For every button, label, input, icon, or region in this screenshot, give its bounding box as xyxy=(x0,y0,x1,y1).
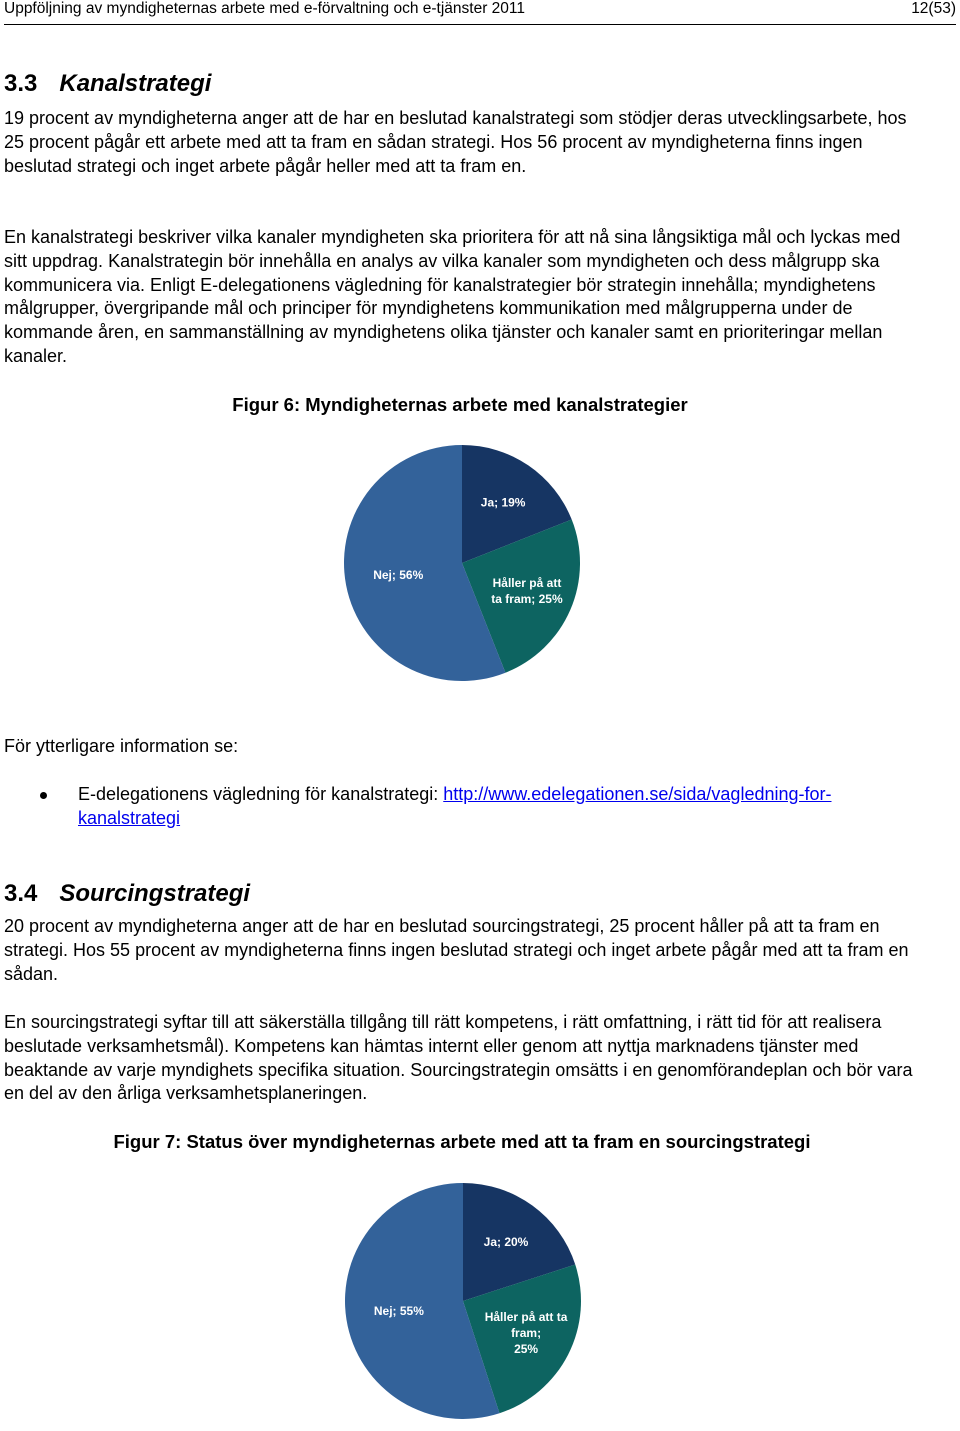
more-info-label: För ytterligare information se: xyxy=(4,736,239,756)
pie-label-2: Nej; 55% xyxy=(373,1304,424,1319)
figure-6-pie-chart xyxy=(343,444,581,682)
paragraph-sourcing-1: 20 procent av myndigheterna anger att de har en beslutad sourcingstrategi, 25 procent håller på att ta fram en strategi. Hos 55 procent av myndigheterna finns ingen beslutad strategi och inget arbete pågår med att ta fram en sådan. xyxy=(4,916,909,984)
figure-7-caption: Figur 7: Status över myndigheternas arbete med att ta fram en sourcingstrategi xyxy=(113,1131,811,1152)
figure-6-caption: Figur 6: Myndigheternas arbete med kanalstrategier xyxy=(232,394,688,415)
reference-prefix: E-delegationens vägledning för kanalstrategi: xyxy=(78,784,444,804)
paragraph-sourcing-2: En sourcingstrategi syftar till att säkerställa tillgång till rätt kompetens, i rätt omfattning, i rätt tid för att realisera beslutade verksamhetsmål). Kompetens kan hämtas internt eller genom att nyttja marknadens tjänster med beaktande av varje myndighets specifika situation. Sourcingstrategin omsätts i en genomförandeplan och bör vara en del av den årliga verksamhetsplaneringen. xyxy=(4,1012,913,1104)
pie-label-1: 25% xyxy=(514,1342,539,1357)
pie-label-1: Håller på att ta xyxy=(484,1310,568,1325)
page-number: 12(53) xyxy=(911,0,956,17)
section-heading-sourcingstrategi xyxy=(4,880,250,908)
bullet-icon xyxy=(40,792,47,799)
pie-label-0: Ja; 20% xyxy=(483,1234,529,1249)
pie-label-1: ta fram; 25% xyxy=(491,592,563,607)
section-title: Kanalstrategi xyxy=(59,70,212,97)
reference-text xyxy=(78,783,928,831)
kanalstrategi-guide-link[interactable]: http://www.edelegationen.se/sida/vagledning-for-kanalstrategi xyxy=(78,784,832,828)
pie-label-1: fram; xyxy=(511,1326,542,1341)
section-number: 3.3 xyxy=(4,70,38,97)
pie-label-2: Nej; 56% xyxy=(373,568,424,583)
section-title: Sourcingstrategi xyxy=(59,880,251,907)
document-title: Uppföljning av myndigheternas arbete med e-förvaltning och e-tjänster 2011 xyxy=(4,0,525,17)
figure-7-pie-chart xyxy=(344,1182,582,1420)
section-heading-kanalstrategi xyxy=(4,70,211,98)
paragraph-kanal-2: En kanalstrategi beskriver vilka kanaler myndigheten ska prioritera för att nå sina långsiktiga mål och lyckas med sitt uppdrag. Kanalstrategin bör innehålla en analys av vilka kanaler som myndigheten och dess målgrupp ska kommunicera via. Enligt E-delegationens vägledning för kanalstrategier bör strategin innehålla; myndighetens målgrupper, övergripande mål och principer för myndighetens kommunikation med målgrupperna under de kommande åren, en sammanställning av myndighetens olika tjänster och kanaler samt en prioriteringar mellan kanaler. xyxy=(4,227,901,366)
paragraph-kanal-1: 19 procent av myndigheterna anger att de har en beslutad kanalstrategi som stödjer deras utvecklingsarbete, hos 25 procent pågår ett arbete med att ta fram en sådan strategi. Hos 56 procent av myndigheterna finns ingen beslutad strategi och inget arbete pågår heller med att ta fram en. xyxy=(4,108,907,176)
pie-label-0: Ja; 19% xyxy=(480,495,526,510)
page-header xyxy=(4,0,956,25)
pie-label-1: Håller på att xyxy=(492,576,562,591)
section-number: 3.4 xyxy=(4,880,38,907)
